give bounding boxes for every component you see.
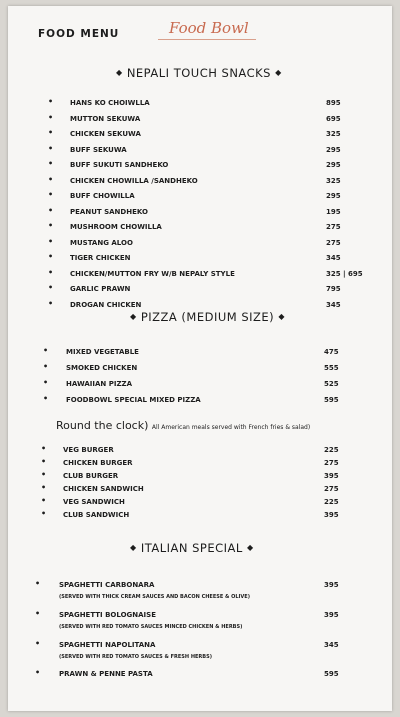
- menu-item: [8, 348, 392, 362]
- menu-item-name: SPAGHETTI BOLOGNAISE: [59, 611, 156, 619]
- menu-item-description: (SERVED WITH RED TOMATO SAUCES & FRESH HERBS): [59, 654, 212, 660]
- diamond-icon: ◆: [275, 68, 282, 77]
- menu-item-price: 225: [324, 446, 339, 454]
- menu-item: [8, 380, 392, 394]
- menu-item-price: 555: [324, 364, 339, 372]
- bullet-icon: •: [41, 444, 47, 453]
- bullet-icon: •: [48, 174, 54, 184]
- menu-item: [8, 611, 392, 625]
- menu-item-price: 295: [326, 161, 341, 169]
- menu-item-price: 345: [326, 300, 341, 309]
- menu-page: [8, 6, 392, 711]
- bullet-icon: •: [43, 346, 49, 355]
- menu-item-name: CHICKEN SANDWICH: [63, 485, 144, 493]
- brand-logo: Food Bowl: [169, 19, 249, 37]
- menu-item-name: CHICKEN SEKUWA: [70, 130, 141, 138]
- bullet-icon: •: [48, 97, 54, 106]
- menu-item: [8, 143, 392, 160]
- bullet-icon: •: [48, 190, 54, 199]
- bullet-icon: •: [43, 394, 49, 403]
- menu-item-name: BUFF CHOWILLA: [70, 192, 135, 200]
- menu-item-price: 275: [326, 238, 341, 247]
- menu-item-name: SMOKED CHICKEN: [66, 364, 138, 372]
- menu-item-name: CHICKEN BURGER: [63, 459, 133, 467]
- menu-item: [8, 670, 392, 684]
- menu-item-price: 475: [324, 348, 339, 356]
- menu-item: [8, 112, 392, 129]
- menu-item-price: 345: [326, 254, 341, 262]
- bullet-icon: •: [48, 205, 54, 215]
- menu-item: [8, 396, 392, 410]
- menu-item-description: (SERVED WITH THICK CREAM SAUCES AND BACON CHEESE & OLIVE): [59, 594, 250, 600]
- bullet-icon: •: [35, 579, 41, 588]
- bullet-icon: •: [43, 378, 49, 387]
- menu-item-name: MIXED VEGETABLE: [66, 348, 139, 356]
- bullet-icon: •: [48, 298, 54, 308]
- menu-item: [8, 285, 392, 299]
- diamond-icon: ◆: [130, 312, 137, 321]
- menu-item-price: 895: [326, 99, 341, 107]
- menu-item: [8, 99, 392, 113]
- menu-item-name: CLUB SANDWICH: [63, 511, 130, 519]
- menu-item-name: MUTTON SEKUWA: [70, 114, 141, 123]
- menu-item: [8, 161, 392, 175]
- menu-item-name: GARLIC PRAWN: [70, 285, 131, 293]
- menu-item-price: 275: [326, 223, 341, 231]
- bullet-icon: •: [48, 143, 54, 153]
- menu-item-price: 525: [324, 380, 339, 388]
- section-title-round: [56, 419, 310, 432]
- menu-item-name: HANS KO CHOIWLLA: [70, 99, 150, 107]
- menu-item-name: CHICKEN CHOWILLA /SANDHEKO: [70, 176, 198, 185]
- section-title-snacks: [116, 66, 282, 80]
- menu-item: [8, 511, 392, 525]
- bullet-icon: •: [48, 236, 54, 246]
- menu-item-price: 295: [326, 145, 341, 154]
- menu-item: [8, 364, 392, 378]
- section-title-text: Round the clock): [56, 419, 149, 432]
- section-title-text: ITALIAN SPECIAL: [140, 541, 243, 555]
- menu-item-price: 325: [326, 176, 341, 185]
- bullet-icon: •: [48, 221, 54, 230]
- section-note: All American meals served with French fries & salad): [151, 424, 311, 431]
- menu-item-name: CHICKEN/MUTTON FRY W/B NEPALY STYLE: [70, 269, 235, 278]
- bullet-icon: •: [41, 470, 47, 479]
- bullet-icon: •: [35, 668, 41, 677]
- menu-item-price: 295: [326, 192, 341, 200]
- diamond-icon: ◆: [116, 68, 123, 77]
- menu-item: [8, 130, 392, 144]
- menu-item-name: TIGER CHICKEN: [70, 254, 131, 262]
- section-title-italian: [130, 541, 254, 555]
- bullet-icon: •: [48, 283, 54, 292]
- diamond-icon: ◆: [246, 543, 254, 552]
- menu-item: [8, 485, 392, 499]
- bullet-icon: •: [41, 457, 47, 466]
- menu-item-price: 225: [324, 498, 339, 506]
- menu-item: [8, 236, 392, 253]
- menu-item-name: VEG SANDWICH: [63, 498, 125, 506]
- menu-item-price: 795: [326, 285, 341, 293]
- bullet-icon: •: [48, 159, 54, 168]
- bullet-icon: •: [41, 496, 47, 505]
- menu-item-price: 395: [324, 511, 339, 519]
- menu-item-name: SPAGHETTI CARBONARA: [59, 581, 155, 589]
- menu-item-price: 595: [324, 670, 339, 678]
- menu-item: [8, 641, 392, 655]
- menu-item: [8, 174, 392, 191]
- menu-item: [8, 472, 392, 486]
- bullet-icon: •: [48, 112, 54, 122]
- menu-item-name: HAWAIIAN PIZZA: [66, 380, 133, 388]
- menu-item-price: 695: [326, 114, 341, 123]
- menu-item-name: MUSTANG ALOO: [70, 238, 133, 247]
- bullet-icon: •: [43, 362, 49, 371]
- menu-item: [8, 498, 392, 512]
- menu-item-price: 195: [326, 207, 341, 216]
- menu-item-name: BUFF SEKUWA: [70, 145, 127, 154]
- menu-item-price: 595: [324, 396, 339, 404]
- menu-item-price: 395: [324, 472, 339, 480]
- section-title-pizza: [130, 310, 285, 324]
- menu-item: [8, 459, 392, 473]
- bullet-icon: •: [41, 483, 47, 492]
- menu-item-name: PRAWN & PENNE PASTA: [59, 670, 153, 678]
- menu-item-price: 395: [324, 581, 339, 589]
- bullet-icon: •: [48, 252, 54, 261]
- menu-item-price: 275: [324, 485, 339, 493]
- section-title-text: NEPALI TOUCH SNACKS: [126, 66, 271, 80]
- diamond-icon: ◆: [278, 312, 285, 321]
- menu-item-price: 395: [324, 611, 339, 619]
- menu-item-name: VEG BURGER: [63, 446, 114, 454]
- bullet-icon: •: [41, 509, 47, 518]
- bullet-icon: •: [48, 267, 54, 277]
- menu-item-name: MUSHROOM CHOWILLA: [70, 223, 162, 231]
- menu-item-description: (SERVED WITH RED TOMATO SAUCES MINCED CHICKEN & HERBS): [59, 624, 243, 630]
- bullet-icon: •: [35, 609, 41, 618]
- menu-item-name: CLUB BURGER: [63, 472, 119, 480]
- menu-item: [8, 205, 392, 222]
- bullet-icon: •: [48, 128, 54, 137]
- menu-item-name: BUFF SUKUTI SANDHEKO: [70, 161, 169, 169]
- menu-item: [8, 192, 392, 206]
- menu-item: [8, 254, 392, 268]
- menu-item: [8, 446, 392, 460]
- menu-item-name: DROGAN CHICKEN: [70, 300, 142, 309]
- menu-item: [8, 267, 392, 284]
- menu-item-price: 325: [326, 130, 341, 138]
- menu-item-price: 275: [324, 459, 339, 467]
- page-title: FOOD MENU: [38, 28, 120, 40]
- menu-item-name: FOODBOWL SPECIAL MIXED PIZZA: [66, 396, 201, 404]
- menu-item-price: 345: [324, 641, 339, 649]
- section-title-text: PIZZA (MEDIUM SIZE): [140, 310, 275, 324]
- bullet-icon: •: [35, 639, 41, 648]
- brand-divider: [158, 39, 256, 40]
- menu-item-price: 325 | 695: [326, 269, 363, 278]
- menu-item: [8, 581, 392, 595]
- menu-item-name: PEANUT SANDHEKO: [70, 207, 148, 216]
- diamond-icon: ◆: [130, 543, 137, 552]
- menu-item-name: SPAGHETTI NAPOLITANA: [59, 641, 156, 649]
- menu-item: [8, 223, 392, 237]
